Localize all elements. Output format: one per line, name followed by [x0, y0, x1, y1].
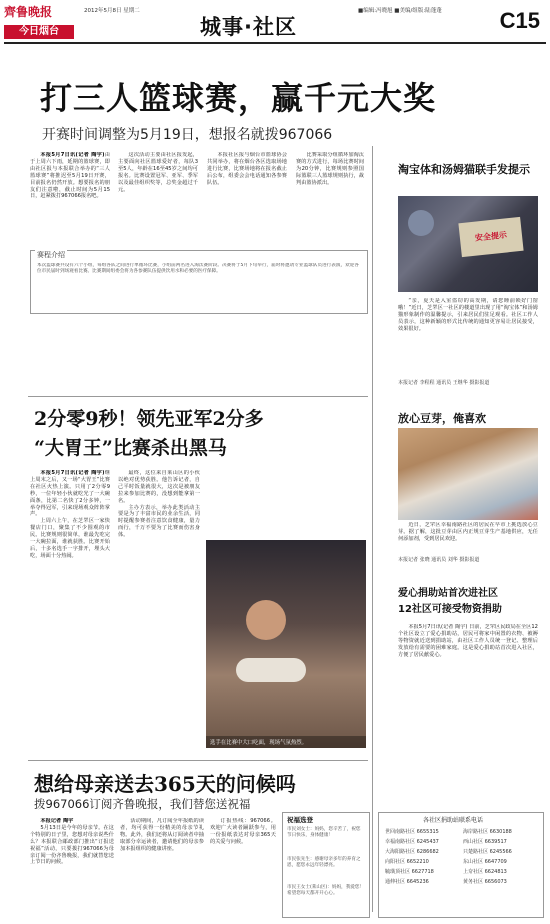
list-item: 上夼社区 6624813 [463, 869, 507, 875]
masthead [0, 0, 550, 44]
side-story-1-title: 淘宝体和汤姆猫联手发提示 [398, 163, 530, 176]
greetings-box [282, 812, 370, 918]
side-story-1-text [398, 298, 538, 378]
headline-1-subtitle: 开赛时间调整为5月19日，想报名就拨967066 [42, 127, 333, 143]
article-1-col-1 [30, 152, 110, 246]
greeting-item: 市民刘女士：妈妈，您辛苦了，祝您节日快乐，身体健康！ [287, 827, 361, 839]
article-3-col-2 [120, 818, 204, 918]
schedule-note-box [30, 250, 368, 314]
donation-station-list [378, 812, 544, 918]
notice-sign: 安全提示 [458, 217, 523, 257]
side-story-2-title: 放心豆芽，俺喜欢 [398, 412, 486, 425]
headline-1: 打三人篮球赛，赢千元大奖 [40, 79, 437, 117]
section-rule [28, 396, 368, 397]
article-1-text-c: 本报社区报与烟台市篮球协会共同举办，将在烟台各区选取场地进行比赛，比赛场地将在报名截止后公布，组委会会电话通知各参赛队伍。 [207, 152, 287, 186]
list-item: 通伸社区 6645236 [385, 879, 429, 885]
article-2-text-d: 主办方表示，举办此类活动主要是为了丰富市民的业余生活，同时提醒参赛者注意饮食健康，量力而行，千万不要为了比赛而伤害身体。 [118, 504, 200, 539]
article-3-text-a: 5月13日是今年的母亲节。在这个特别的日子里，您想对母亲说些什么？本报联合邮政部门推出“订报送祝福”活动，只要拨打967066为母亲订阅一份齐鲁晚报，我们就替您送上节日的问候。 [30, 824, 114, 866]
list-item: 世回南路社区 6655315 [385, 829, 439, 835]
list-item: 只楚路社区 6245566 [463, 849, 512, 855]
section-rule [28, 760, 368, 761]
paper-logo [4, 3, 76, 41]
article-1-byline: 本报5月7日讯(记者 陶宇) [40, 152, 105, 158]
cat-figure-icon [408, 210, 434, 236]
article-2-col-2 [118, 470, 200, 742]
donation-list-title: 各社区捐助站联系电话 [423, 817, 484, 824]
side-story-2-text [398, 522, 538, 556]
article-2-text-c: 最终，这位来自莱山区的小伙以绝对优势获胜。他告诉记者，自己平时饭量就很大，这次是被朋友拉来参加比赛的，没想到能拿第一名。 [118, 470, 200, 504]
article-2-byline: 本报5月7日讯(记者 陶宇) [40, 470, 105, 476]
paper-name: 齊鲁晚报 [4, 5, 53, 19]
date-line: 2012年5月8日 星期二 [84, 8, 140, 14]
greeting-item: 市民张先生：感谢母亲多年的养育之恩，愿您永远年轻漂亮。 [287, 857, 361, 869]
article-2-text-a: 继上周末之后，又一场“大胃王”比赛在社区火热上演。只用了2分零9秒，一位年轻小伙就吃光了一大碗面条，比第二名快了2分多钟，一举夺得冠军，引来现场观众阵阵掌声。 [30, 470, 110, 518]
schedule-note-text: 本次篮球赛共设有六个小组，每组各队之间进行单循环比赛，小组前两名进入淘汰赛阶段。决赛将于5月下旬举行，届时将邀请专业篮球队员进行表演，欢迎各位市民届时到场观看比赛。比赛期间组委会将为各参赛队伍提供饮用水和必要的医疗保障。 [37, 263, 359, 275]
donation-list-right [463, 827, 539, 887]
headline-3: 想给母亲送去365天的问候吗 [34, 772, 296, 796]
headline-2-line-1: 2分零9秒！领先亚军2分多 [34, 408, 264, 430]
side-story-1-photo [398, 196, 538, 292]
side-story-1-byline: 本报记者 李程程 通讯员 王继华 摄影报道 [398, 380, 490, 386]
list-item: 西山社区 6639517 [463, 839, 507, 845]
article-2-photo [206, 540, 366, 748]
list-item: 黄务社区 6656073 [463, 879, 507, 885]
list-item: 海岸路社区 6630188 [463, 829, 512, 835]
paper-sub-name: 今日烟台 [4, 25, 74, 39]
article-1-col-3 [207, 152, 287, 246]
article-1-text-d: 比赛采取分组循环加淘汰赛的方式进行，每场比赛时间为20分钟，比赛规则参照国际篮联三人篮球规则执行，裁判由篮协派出。 [296, 152, 364, 186]
greetings-label: 祝福选登 [287, 816, 313, 824]
article-1-col-4 [296, 152, 364, 246]
article-3-text-c: 订报热线：967066。欢迎广大读者踊跃参与，用一份报纸表达对母亲365天的关爱与问候。 [210, 818, 276, 845]
article-1-text-a: 由于上周六下雨，延期的篮球赛，即由社区报与本报联合举办的“三人篮球赛”将推迟至5月19日开赛，目前报名仍然开放。想要报名的朋友们注意啦，截止时间为5月15日，赶紧拨打967066报名吧。 [30, 152, 110, 200]
headline-3-subtitle: 拨967066订阅齐鲁晚报，我们替您送祝福 [34, 797, 251, 811]
list-item: 毓璜顶社区 6627718 [385, 869, 434, 875]
column-divider [372, 146, 373, 912]
article-3-text-b: 活动期间，凡订阅全年报纸的读者，均可获得一份精美的母亲节礼物。此外，我们还将从订阅读者中抽取部分幸运读者，邀请他们的母亲参加本报组织的健康讲座。 [120, 818, 204, 852]
article-2-text-b: 上周六上午，在芝罘区一家快餐店门口，聚集了不少围观的市民。比赛规则很简单，谁最先吃完一大碗拉面，谁就获胜。比赛开始后，十多名选手一字排开，埋头大吃，场面十分热闹。 [30, 518, 110, 559]
side-story-2-photo [398, 428, 538, 520]
editor-line: ■编辑:冯晓旭 ■美编/组版:陆蓬蓬 [358, 8, 442, 14]
contestant-figure [246, 600, 286, 640]
donation-list-left [385, 827, 459, 887]
schedule-note-label: 赛程介绍 [37, 251, 65, 259]
article-3-byline: 本报记者 陶宇 [40, 818, 74, 824]
article-2-col-1 [30, 470, 110, 742]
list-item: 东山社区 6647709 [463, 859, 507, 865]
side-story-3-body: 本报5月7日讯(记者 陶宇) 日前，芝罘区民政局在全区12个社区设立了爱心捐助站，居民可将家中闲置的衣物、被褥等物资就近送到捐助站，由社区工作人员统一登记、整理后发放给有需要的困难家庭。这是爱心捐助站首次进入社区，方便了居民献爱心。 [398, 624, 538, 658]
section-title: 城事·社区 [200, 15, 297, 39]
article-3-col-3 [210, 818, 276, 918]
side-story-1-body: “亲，夏天是入室盗窃的高发期，请您睡前锁好门窗哦！”近日，芝罘区一社区的楼道里出现了用“淘宝体”和汤姆猫形象制作的温馨提示，引来居民们驻足观看。社区工作人员表示，这种新颖的形式比传统的通知更容易让居民接受，效果很好。 [398, 298, 538, 332]
list-item: 幸福南路社区 6245437 [385, 839, 439, 845]
article-1-text-b: 这次活动主要由社区报发起，主要面向社区篮球爱好者，每队3至5人，年龄在16至45岁之间均可报名。比赛设置冠军、亚军、季军以及最佳组织奖等，总奖金超过千元。 [118, 152, 198, 193]
greeting-item: 市民王女士(莱山区)：妈妈，我爱您！希望您每天都开开心心。 [287, 885, 365, 897]
article-3-col-1 [30, 818, 114, 918]
list-item: 大海阳路社区 6286682 [385, 849, 439, 855]
side-story-2-caption: 近日，芝罘区幸福南路社区的居民在早市上挑选放心豆芽。据了解，这批豆芽由区内正规豆芽生产基地供应，无任何添加剂，受到居民欢迎。 [398, 522, 538, 542]
header-rule [4, 42, 546, 44]
headline-2-line-2: “大胃王”比赛杀出黑马 [34, 437, 227, 459]
article-1-col-2 [118, 152, 198, 246]
noodle-bowl-icon [236, 658, 306, 682]
article-2-photo-caption: 选手在比赛中大口吃面，现场气氛热烈。 [206, 736, 366, 748]
side-story-3-title-2: 12社区可接受物资捐助 [398, 604, 502, 615]
side-story-2-byline: 本报记者 张晓 通讯员 刘华 摄影报道 [398, 557, 480, 563]
side-story-3-title: 爱心捐助站首次进社区 [398, 588, 498, 599]
list-item: 向阳社区 6652210 [385, 859, 429, 865]
page-number: C15 [499, 8, 540, 33]
side-story-3-text [398, 624, 538, 804]
